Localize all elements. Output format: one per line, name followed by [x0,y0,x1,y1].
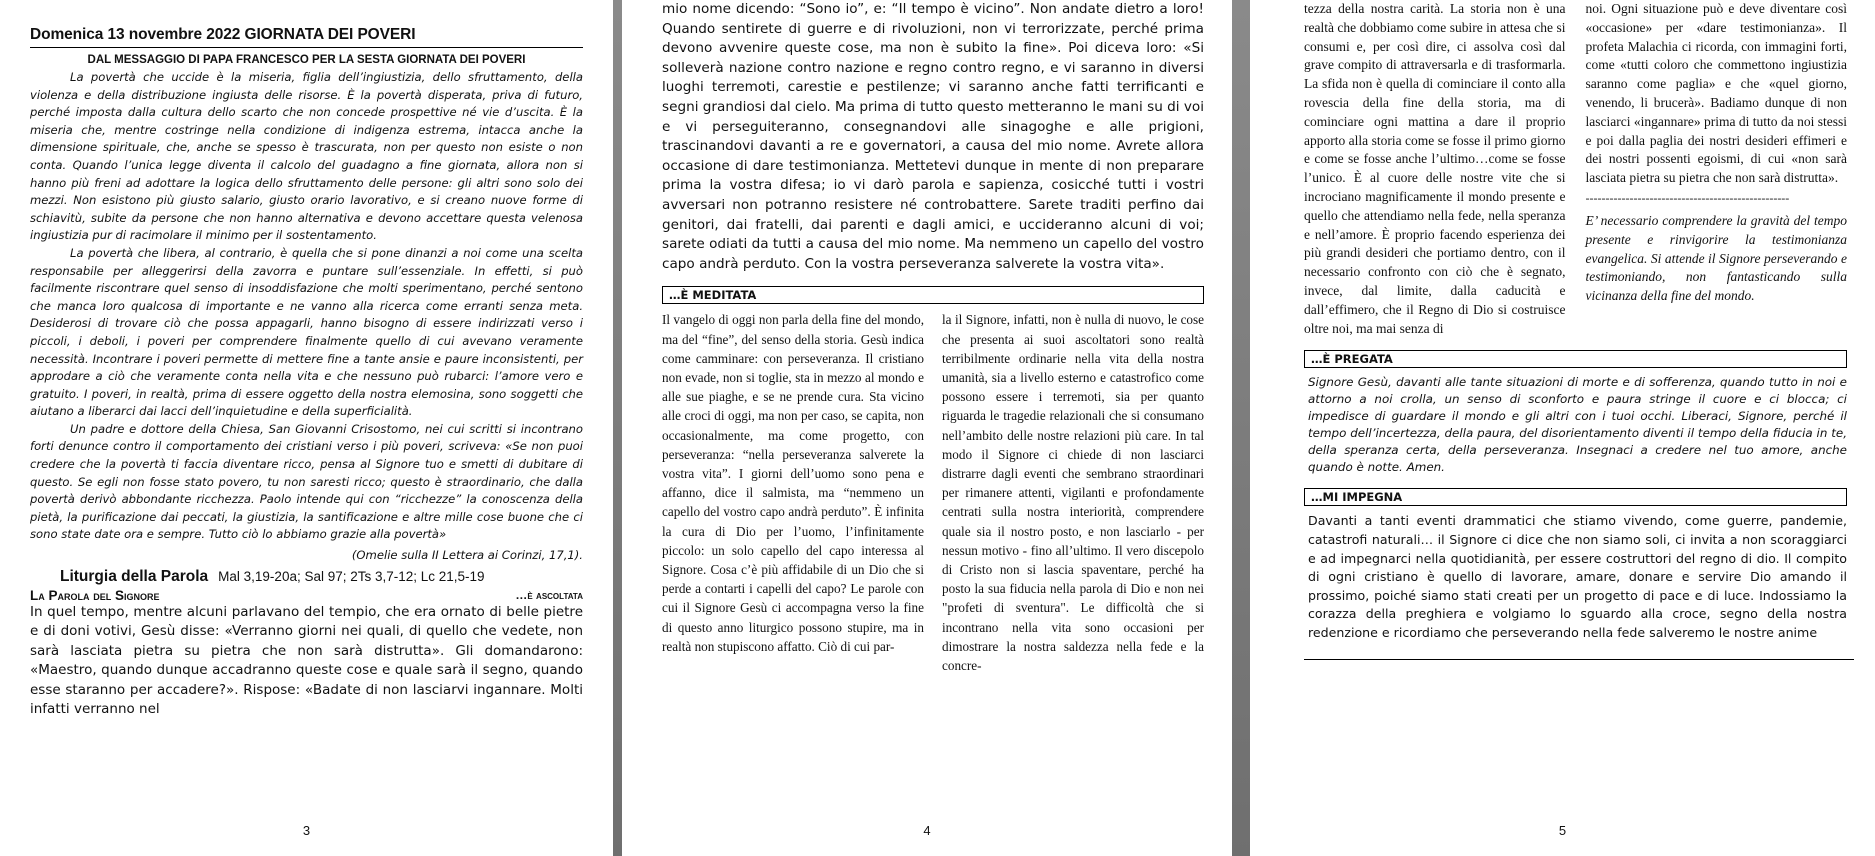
parola-label: La Parola del Signore [30,588,160,604]
dashed-divider: --------------------------------------------------- [1585,190,1790,205]
section-meditata-header: …È MEDITATA [662,286,1204,304]
liturgy-heading [30,568,583,586]
gospel-continuation: mio nome dicendo: “Sono io”, e: “Il tempo è vicino”. Non andate dietro a loro! Quando sentirete di guerre e di rivoluzioni, non vi terrorizzate, perché prima devono avvenire queste cose, ma non è subito la fine». Poi diceva loro: «Si solleverà nazione contro nazione e regno contro regno, e vi saranno in diversi luoghi terremoti, carestie e pestilenze; vi saranno anche fatti terrificanti e segni grandiosi dal cielo. Ma prima di tutto questo metteranno le mani su di voi e vi perseguiteranno, consegnandovi alle sinagoghe e alle prigioni, trascinandovi davanti a re e governatori, a causa del mio nome. Avrete allora occasione di dare testimonianza. Mettetevi dunque in mente di non preparare prima la vostra difesa; io vi darò parola e sapienza, cosicché tutti i vostri avversari non potranno resistere né controbattere. Sarete traditi perfino dai genitori, dai fratelli, dai parenti e dagli amici, e uccideranno alcuni di voi; sarete odiati da tutti a causa del mio nome. Ma nemmeno un capello del vostro capo andrà perduto. Con la vostra perseveranza salverete la vostra vita». [662,1,1204,272]
meditation-column-1: Il vangelo di oggi non parla della fine del mondo, ma del “fine”, del senso della storia. Gesù indica come camminare: con perseveranza. Il cristiano non evade, non si toglie, sta in mezzo al mondo e alle sue piaghe, e se ne prende cura. Sta vicino alle croci di oggi, ma non per caso, se capita, non occasionalmente, ma come progetto, con perseveranza: “nella perseveranza salverete la vostra vita”. I giorni dell’uomo sono pena e affanno, dice il salmista, ma “nemmeno un capello del vostro capo andrà perduto”. È infinita la cura di Dio per l’uomo, l’infinitamente piccolo: un solo capello del capo interessa al Signore. Cosa c’è più affidabile di un Dio che si perde a contarti i capelli del capo? Le parole con cui il Signore Gesù ci accompagna verso la fine di questo anno liturgico possono stupire, ma in realtà non stupiscono affatto. Ciò di cui par- [662,312,924,654]
page-header: Domenica 13 novembre 2022 GIORNATA DEI POVERI [30,26,583,48]
prayer-text: Signore Gesù, davanti alle tante situazioni di morte e di sofferenza, quando tutto in noi e attorno a noi crolla, un senso di sconforto e paura stringe il cuore e ci blocca; ci impedisce di guardare il mondo e gli altri con i tuoi occhi. Liberaci, Signore, perché il tempo dell’incertezza, della paura, del disorientamento diventi il tempo della fiducia in te, della speranza certa, della perseveranza. Insegnaci a credere nel tuo amore, anche quando è notte. Amen. [1308,375,1847,475]
section-impegna-header: …MI IMPEGNA [1304,488,1847,506]
meditation-column-4 [1586,0,1848,338]
section-ascoltata [30,588,583,603]
page-number: 4 [923,823,931,838]
message-paragraph: Un padre e dottore della Chiesa, San Giovanni Crisostomo, nei cui scritti si incontrano forti denunce contro il comportamento dei cristiani verso i più poveri, scriveva: «Se non puoi credere che la povertà ti faccia diventare ricco, pensa al Signore tuo e smetti di dubitare di questo. Se egli non fosse stato povero, tu non saresti ricco; questo è straordinario, che dalla povertà derivò abbondante ricchezza. Paolo intende qui con “ricchezze” la conoscenza della pietà, la purificazione dai peccati, la giustizia, la santificazione e altre mille cose buone che ci sono state date ora e sempre. Tutto ciò lo abbiamo grazie alla povertà» [30,421,583,542]
liturgy-title: Liturgia della Parola [60,568,209,586]
section-pregata-header: …È PREGATA [1304,350,1847,368]
page-number: 3 [302,823,311,838]
page-5 [1250,0,1875,856]
citation: (Omelie sulla II Lettera ai Corinzi, 17,1). [351,548,583,563]
message-paragraph: La povertà che uccide è la miseria, figlia dell’ingiustizia, dello sfruttamento, della violenza e della distribuzione ingiusta delle risorse. È la povertà disperata, priva di futuro, perché imposta dalla cultura dello scarto che non concede prospettive né vie d’uscita. È la miseria che, mentre costringe nella condizione di indigenza estrema, intacca anche la dimensione spirituale, che, anche se spesso è trascurata, non per questo non esiste o non conta. Quando l’unica legge diventa il calcolo del guadagno a fine giornata, allora non si hanno più freni ad adottare la logica dello sfruttamento delle persone: gli altri sono solo dei mezzi. Non esistono più giusto salario, giusto orario lavorativo, e si creano nuove forme di schiavitù, subite da persone che non hanno alternativa e devono accettare questa velenosa ingiustizia pur di racimolare il minimo per il sostentamento. [30,70,583,243]
gospel-text: In quel tempo, mentre alcuni parlavano del tempio, che era ornato di belle pietre e di doni votivi, Gesù disse: «Verranno giorni nei quali, di quello che vedete, non sarà lasciata pietra su pietra che non sarà distrutta». Gli domandarono: «Maestro, quando dunque accadranno queste cose e quale sarà il segno, quando esse staranno per accadere?». Rispose: «Badate di non lasciarvi ingannare. Molti infatti verranno nel [30,604,583,718]
meditation-columns [662,310,1204,675]
page-number: 5 [1558,823,1567,838]
liturgy-references: Mal 3,19-20a; Sal 97; 2Ts 3,7-12; Lc 21,5-19 [218,569,485,585]
meditation-column-4-text: noi. Ogni situazione può e deve diventare così «occasione» per «dare testimonianza». Il profeta Malachia ci ricorda, con immagini forti, come «tutti coloro che commettono ingiustizia saranno come paglia» e che «quel giorno, venendo, li brucerà». Badiamo dunque di non lasciarci «ingannare» prima di tutto da noi stessi e poi dalla paglia dei nostri desideri effimeri e dei nostri possenti egoismi, di cui «non sarà lasciata pietra su pietra che non sarà distrutta». [1585,1,1847,186]
meditation-columns-cont [1304,0,1847,338]
meditation-conclusion: E’ necessario comprendere la gravità del tempo presente e rinvigorire la testimonianza evangelica. Si attende il Signore perseverando e testimoniando, non fantasticando sulla vicinanza della fine del mondo. [1585,212,1847,304]
ascolta-label: …è ascoltata [515,588,583,603]
message-paragraph: La povertà che libera, al contrario, è quella che si pone dinanzi a noi come una scelta responsabile per alleggerirsi della zavorra e puntare sull’essenziale. In effetti, si può facilmente riscontrare quel senso di insoddisfazione che molti sperimentano, perché sentono che manca loro qualcosa di importante e ne vanno alla ricerca come erranti senza meta. Desiderosi di trovare ciò che possa appagarli, hanno bisogno di essere indirizzati verso i piccoli, i deboli, i poveri per comprendere finalmente quello di cui avevano veramente necessità. Incontrare i poveri permette di mettere fine a tante ansie e paure inconsistenti, per approdare a ciò che veramente conta nella vita e che nessuno può rubarci: l’amore vero e gratuito. I poveri, in realtà, prima di essere oggetto della nostra elemosina, sono soggetti che aiutano a liberarci dai lacci dell’inquietudine e della superficialità. [30,245,583,419]
page-3 [0,0,613,856]
message-subheader: DAL MESSAGGIO DI PAPA FRANCESCO PER LA SESTA GIORNATA DEI POVERI [87,54,526,66]
end-rule [1304,659,1854,660]
meditation-column-2: la il Signore, infatti, non è nulla di nuovo, le cose che presenta ai suoi ascoltatori sono realtà terribilmente ordinarie nella vita della nostra umanità, sia a livello esterno e catastrofico come possono essere i terremoti, sia per quanto riguarda le tragedie relazionali che si consumano nell’ambito delle nostre relazioni più care. In tal modo il Signore ci chiede di non lasciarci distrarre dagli eventi che sembrano straordinari per rimanere attenti, vigilanti e profondamente centrati sulla nostra interiorità, comprendere quale sia il nostro posto, e non lasciarlo - per nessun motivo - fino all’ultimo. Il vero discepolo di Cristo non si lascia spaventare, perché ha posto la sua fiducia nella parola di Dio e non nei "profeti di sventura". Le difficoltà che si incontrano nella vita sono occasioni per dimostrare la nostra saldezza nella fede e la concre- [942,312,1204,673]
meditation-column-3: tezza della nostra carità. La storia non è una realtà che dobbiamo come subire in attesa che si consumi e, per così dire, ci assolva così dal grave compito di attraversarla e di trasformarla. La sfida non è quella di cominciare il conto alla rovescia della fine della storia, ma di cominciare ogni mattina a dare il proprio apporto alla storia come se fosse il primo giorno e come se fosse anche l’ultimo…come se fosse l’unico. È al cuore delle nostre vite che si incrociano magnificamente il mondo presente e quello che attendiamo nella fede, nella speranza e nell’amore. È proprio facendo esperienza dei più grandi desideri che portiamo dentro, con il necessario confronto con ciò che è segnato, invece, dal limite, dalla caducità e dall’effimero, che il Regno di Dio si costruisce oltre noi, ma mai senza di [1304,1,1566,336]
commitment-text: Davanti a tanti eventi drammatici che stiamo vivendo, come guerre, pandemie, catastrofi naturali… il Signore ci dice che non siamo soli, ci invita a non scoraggiarci e ad impegnarci nella quotidianità, per essere costruttori del regno di dio. Il compito di ogni cristiano è quello di lavorare, amare, donare e servire Dio amando il prossimo, poiché siamo stati creati per un progetto di pace e di luce. Indossiamo la corazza della preghiera e volgiamo lo sguardo alla croce, segno della nostra redenzione e ricordiamo che perseverando nella fede salveremo le nostre anime [1308,513,1847,640]
page-4 [622,0,1232,856]
